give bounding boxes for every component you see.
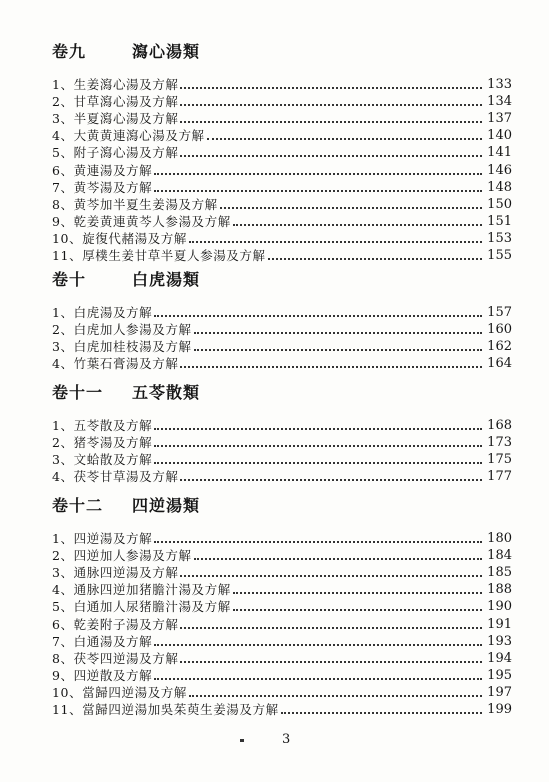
entry-page-number: 180 bbox=[487, 531, 512, 547]
dot-leader bbox=[207, 137, 482, 140]
dot-leader bbox=[180, 626, 482, 629]
dot-leader bbox=[154, 172, 482, 175]
entry-page-number: 141 bbox=[487, 145, 512, 161]
dot-leader bbox=[194, 557, 482, 560]
dot-leader bbox=[154, 314, 482, 317]
entry-title: 2、甘草瀉心湯及方解 bbox=[52, 94, 179, 110]
page-number: 3 bbox=[282, 732, 291, 747]
dot-leader bbox=[180, 86, 482, 89]
section-name: 白虎湯類 bbox=[132, 269, 201, 289]
entry-page-number: 184 bbox=[487, 548, 512, 564]
entry-page-number: 195 bbox=[487, 667, 512, 683]
entry-page-number: 193 bbox=[487, 633, 512, 649]
entry-page-number: 177 bbox=[487, 469, 512, 485]
section-heading bbox=[52, 263, 512, 293]
entry-title: 10、當歸四逆湯及方解 bbox=[52, 684, 188, 700]
entry-title: 3、文蛤散及方解 bbox=[52, 452, 153, 468]
volume-label: 卷十二 bbox=[52, 495, 104, 515]
section-name: 五苓散類 bbox=[132, 382, 201, 402]
entry-title: 3、白虎加桂枝湯及方解 bbox=[52, 339, 192, 355]
toc-entry bbox=[52, 597, 512, 614]
dot-leader bbox=[180, 365, 482, 368]
volume-label: 卷十一 bbox=[52, 382, 104, 402]
entry-title: 4、大黄黄連瀉心湯及方解 bbox=[52, 128, 205, 144]
toc-entry bbox=[52, 160, 512, 177]
toc-entry bbox=[52, 75, 512, 92]
toc-entry bbox=[52, 229, 512, 246]
entry-title: 9、四逆散及方解 bbox=[52, 667, 153, 683]
toc-entry bbox=[52, 109, 512, 126]
toc-entry bbox=[52, 450, 512, 467]
toc-entry-list bbox=[52, 416, 512, 484]
entry-title: 4、通脉四逆加猪膽汁湯及方解 bbox=[52, 582, 231, 598]
section-heading bbox=[52, 489, 512, 519]
toc-entry bbox=[52, 320, 512, 337]
entry-page-number: 197 bbox=[487, 684, 512, 700]
entry-page-number: 134 bbox=[487, 94, 512, 110]
toc-entry bbox=[52, 700, 512, 717]
dot-leader bbox=[154, 444, 482, 447]
entry-title: 1、五苓散及方解 bbox=[52, 418, 153, 434]
entry-title: 1、生姜瀉心湯及方解 bbox=[52, 77, 179, 93]
entry-page-number: 175 bbox=[487, 452, 512, 468]
dot-leader bbox=[233, 223, 482, 226]
volume-label: 卷十 bbox=[52, 269, 87, 289]
dot-leader bbox=[194, 331, 482, 334]
dot-leader bbox=[180, 154, 482, 157]
entry-page-number: 168 bbox=[487, 418, 512, 434]
entry-page-number: 194 bbox=[487, 650, 512, 666]
dot-leader bbox=[189, 240, 482, 243]
entry-title: 8、茯苓四逆湯及方解 bbox=[52, 650, 179, 666]
entry-title: 11、厚樸生姜甘草半夏人参湯及方解 bbox=[52, 248, 266, 264]
entry-page-number: 157 bbox=[487, 305, 512, 321]
dot-leader bbox=[180, 120, 482, 123]
dot-leader bbox=[154, 189, 482, 192]
toc-entry bbox=[52, 354, 512, 371]
section-heading bbox=[52, 376, 512, 406]
entry-title: 8、黄芩加半夏生姜湯及方解 bbox=[52, 196, 218, 212]
toc-entry bbox=[52, 666, 512, 683]
toc-entry bbox=[52, 143, 512, 160]
entry-page-number: 173 bbox=[487, 435, 512, 451]
toc-entry bbox=[52, 126, 512, 143]
dot-leader bbox=[154, 643, 482, 646]
toc-entry bbox=[52, 195, 512, 212]
entry-title: 9、乾姜黄連黄芩人参湯及方解 bbox=[52, 213, 231, 229]
entry-title: 6、黄連湯及方解 bbox=[52, 162, 153, 178]
toc-entry bbox=[52, 683, 512, 700]
entry-title: 4、竹葉石膏湯及方解 bbox=[52, 356, 179, 372]
entry-page-number: 190 bbox=[487, 599, 512, 615]
entry-title: 3、半夏瀉心湯及方解 bbox=[52, 111, 179, 127]
entry-page-number: 199 bbox=[487, 702, 512, 718]
entry-page-number: 155 bbox=[487, 248, 512, 264]
dot-leader bbox=[233, 608, 482, 611]
entry-page-number: 150 bbox=[487, 196, 512, 212]
volume-label: 卷九 bbox=[52, 41, 87, 61]
entry-page-number: 140 bbox=[487, 128, 512, 144]
entry-title: 1、四逆湯及方解 bbox=[52, 531, 153, 547]
entry-page-number: 148 bbox=[487, 179, 512, 195]
section-name: 瀉心湯類 bbox=[132, 41, 201, 61]
section-name: 四逆湯類 bbox=[132, 495, 201, 515]
dot-leader bbox=[233, 591, 482, 594]
entry-title: 7、白通湯及方解 bbox=[52, 633, 153, 649]
toc-entry bbox=[52, 433, 512, 450]
entry-page-number: 151 bbox=[487, 213, 512, 229]
dot-leader bbox=[154, 461, 482, 464]
toc-entry bbox=[52, 614, 512, 631]
entry-title: 7、黄芩湯及方解 bbox=[52, 179, 153, 195]
entry-page-number: 185 bbox=[487, 565, 512, 581]
entry-title: 5、附子瀉心湯及方解 bbox=[52, 145, 179, 161]
entry-title: 1、白虎湯及方解 bbox=[52, 305, 153, 321]
toc-entry-list bbox=[52, 529, 512, 717]
entry-page-number: 160 bbox=[487, 322, 512, 338]
entry-title: 3、通脉四逆湯及方解 bbox=[52, 565, 179, 581]
dot-leader bbox=[180, 478, 482, 481]
entry-page-number: 191 bbox=[487, 616, 512, 632]
entry-title: 4、茯苓甘草湯及方解 bbox=[52, 469, 179, 485]
entry-title: 6、乾姜附子湯及方解 bbox=[52, 616, 179, 632]
toc-entry bbox=[52, 580, 512, 597]
dot-leader bbox=[281, 711, 482, 714]
dot-leader bbox=[194, 348, 482, 351]
entry-page-number: 153 bbox=[487, 230, 512, 246]
toc-entry bbox=[52, 246, 512, 263]
toc-entry-list bbox=[52, 75, 512, 263]
print-speck bbox=[240, 739, 244, 742]
entry-page-number: 146 bbox=[487, 162, 512, 178]
dot-leader bbox=[154, 677, 482, 680]
entry-title: 11、當歸四逆湯加吳茱萸生姜湯及方解 bbox=[52, 702, 279, 718]
toc-entry bbox=[52, 632, 512, 649]
toc-entry bbox=[52, 212, 512, 229]
toc-entry bbox=[52, 546, 512, 563]
dot-leader bbox=[268, 257, 482, 260]
entry-page-number: 137 bbox=[487, 111, 512, 127]
section-volume-12 bbox=[52, 489, 512, 717]
entry-page-number: 162 bbox=[487, 339, 512, 355]
toc-entry-list bbox=[52, 303, 512, 371]
dot-leader bbox=[154, 540, 482, 543]
toc-entry bbox=[52, 178, 512, 195]
dot-leader bbox=[180, 103, 482, 106]
entry-title: 2、四逆加人参湯及方解 bbox=[52, 548, 192, 564]
dot-leader bbox=[220, 206, 482, 209]
toc-entry bbox=[52, 416, 512, 433]
entry-page-number: 164 bbox=[487, 356, 512, 372]
toc-entry bbox=[52, 303, 512, 320]
dot-leader bbox=[154, 427, 482, 430]
toc-entry bbox=[52, 529, 512, 546]
dot-leader bbox=[189, 694, 482, 697]
entry-title: 5、白通加人尿猪膽汁湯及方解 bbox=[52, 599, 231, 615]
section-volume-10 bbox=[52, 263, 512, 371]
entry-page-number: 133 bbox=[487, 77, 512, 93]
section-heading bbox=[52, 35, 512, 65]
toc-entry bbox=[52, 563, 512, 580]
toc-entry bbox=[52, 467, 512, 484]
entry-title: 2、白虎加人参湯及方解 bbox=[52, 322, 192, 338]
dot-leader bbox=[180, 660, 482, 663]
entry-title: 10、旋復代赭湯及方解 bbox=[52, 230, 188, 246]
toc-entry bbox=[52, 92, 512, 109]
section-volume-9 bbox=[52, 35, 512, 263]
toc-entry bbox=[52, 649, 512, 666]
toc-entry bbox=[52, 337, 512, 354]
section-volume-11 bbox=[52, 376, 512, 484]
entry-page-number: 188 bbox=[487, 582, 512, 598]
dot-leader bbox=[180, 574, 482, 577]
entry-title: 2、猪苓湯及方解 bbox=[52, 435, 153, 451]
